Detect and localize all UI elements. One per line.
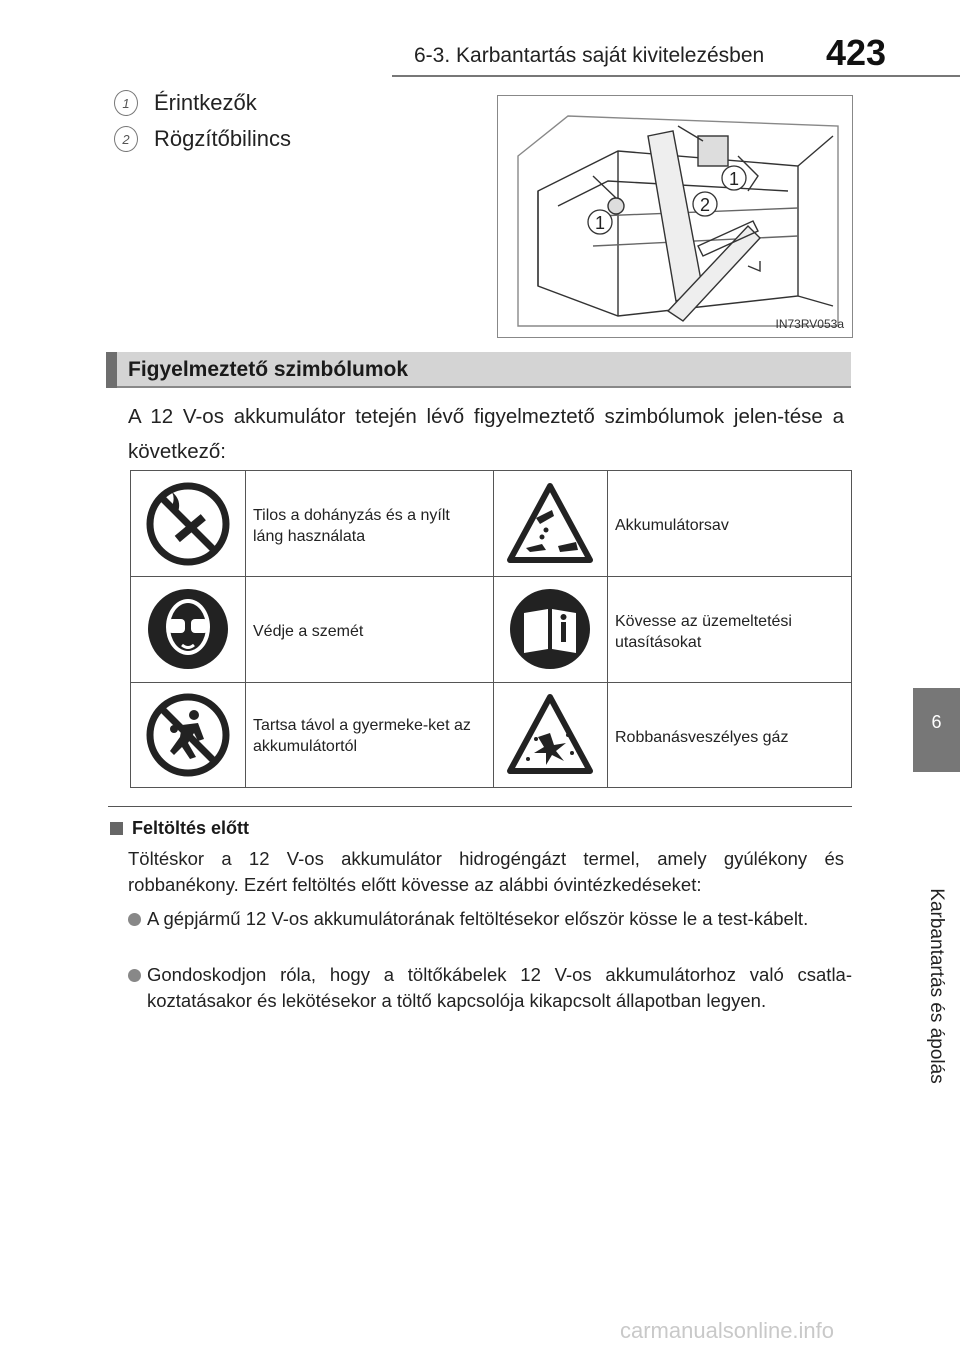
section-heading-accent (106, 352, 117, 388)
battery-drawing (498, 96, 852, 337)
read-manual-icon (506, 585, 594, 673)
watermark: carmanualsonline.info (620, 1318, 835, 1343)
legend-label: Rögzítőbilincs (154, 126, 291, 151)
bullet-text: Gondoskodjon róla, hogy a töltőkábelek 12 V-os akkumulátorhoz való csatla-koztatásakor és lekötésekor a töltő kapcsolója kikapcsolt állapotban legyen. (147, 964, 852, 1011)
symbol-table (130, 470, 852, 788)
symbol-text-no-smoking: Tilos a dohányzás és a nyílt láng használata (253, 507, 450, 545)
callout-1a: 1 (729, 169, 740, 189)
callout-1b: 1 (595, 213, 606, 233)
symbol-text-eye-protection: Védje a szemét (253, 623, 364, 640)
intro-text: A 12 V-os akkumulátor tetején lévő figyelmeztető szimbólumok jelen-tése a következő: (128, 405, 844, 463)
symbol-text-keep-children-away: Tartsa távol a gyermeke-ket az akkumulátortól (253, 717, 471, 755)
bullet-dot-icon (128, 969, 141, 982)
eye-protection-icon (144, 585, 232, 673)
charging-heading-text: Feltöltés előtt (132, 818, 250, 838)
heading-square-icon (110, 822, 123, 835)
section-divider (108, 806, 852, 807)
legend-number: 1 (114, 90, 138, 116)
explosive-icon (506, 691, 594, 779)
bullet-text: A gépjármű 12 V-os akkumulátorának feltöltésekor először kösse le a test-kábelt. (147, 908, 809, 929)
bullet-item (128, 906, 852, 932)
callout-2: 2 (700, 195, 711, 215)
legend-number: 2 (114, 126, 138, 152)
charging-paragraph: Töltéskor a 12 V-os akkumulátor hidrogéngázt termel, amely gyúlékony és robbanékony. Ezért feltöltés előtt kövesse az alábbi óvintézkedéseket: (128, 848, 844, 895)
symbol-text-corrosive: Akkumulátorsav (615, 517, 729, 534)
legend-item-1 (114, 88, 257, 118)
page-number: 423 (826, 32, 887, 73)
chapter-label: Karbantartás és ápolás (926, 888, 947, 1084)
bullet-dot-icon (128, 913, 141, 926)
section-heading: Figyelmeztető szimbólumok (128, 358, 409, 381)
header-rule (392, 75, 960, 77)
chapter-number: 6 (931, 712, 942, 732)
corrosive-icon (506, 480, 594, 568)
no-smoking-icon (144, 480, 232, 568)
symbol-text-read-manual: Kövesse az üzemeltetési utasításokat (615, 613, 792, 651)
charging-heading (110, 818, 249, 839)
legend-label: Érintkezők (154, 90, 257, 115)
figure-code: IN73RV053a (775, 317, 844, 331)
bullet-item (128, 962, 852, 1014)
legend-item-2 (114, 124, 291, 154)
section-title: 6-3. Karbantartás saját kivitelezésben (414, 44, 765, 67)
battery-illustration (497, 95, 853, 338)
keep-children-away-icon (144, 691, 232, 779)
symbol-text-explosive: Robbanásveszélyes gáz (615, 729, 789, 746)
